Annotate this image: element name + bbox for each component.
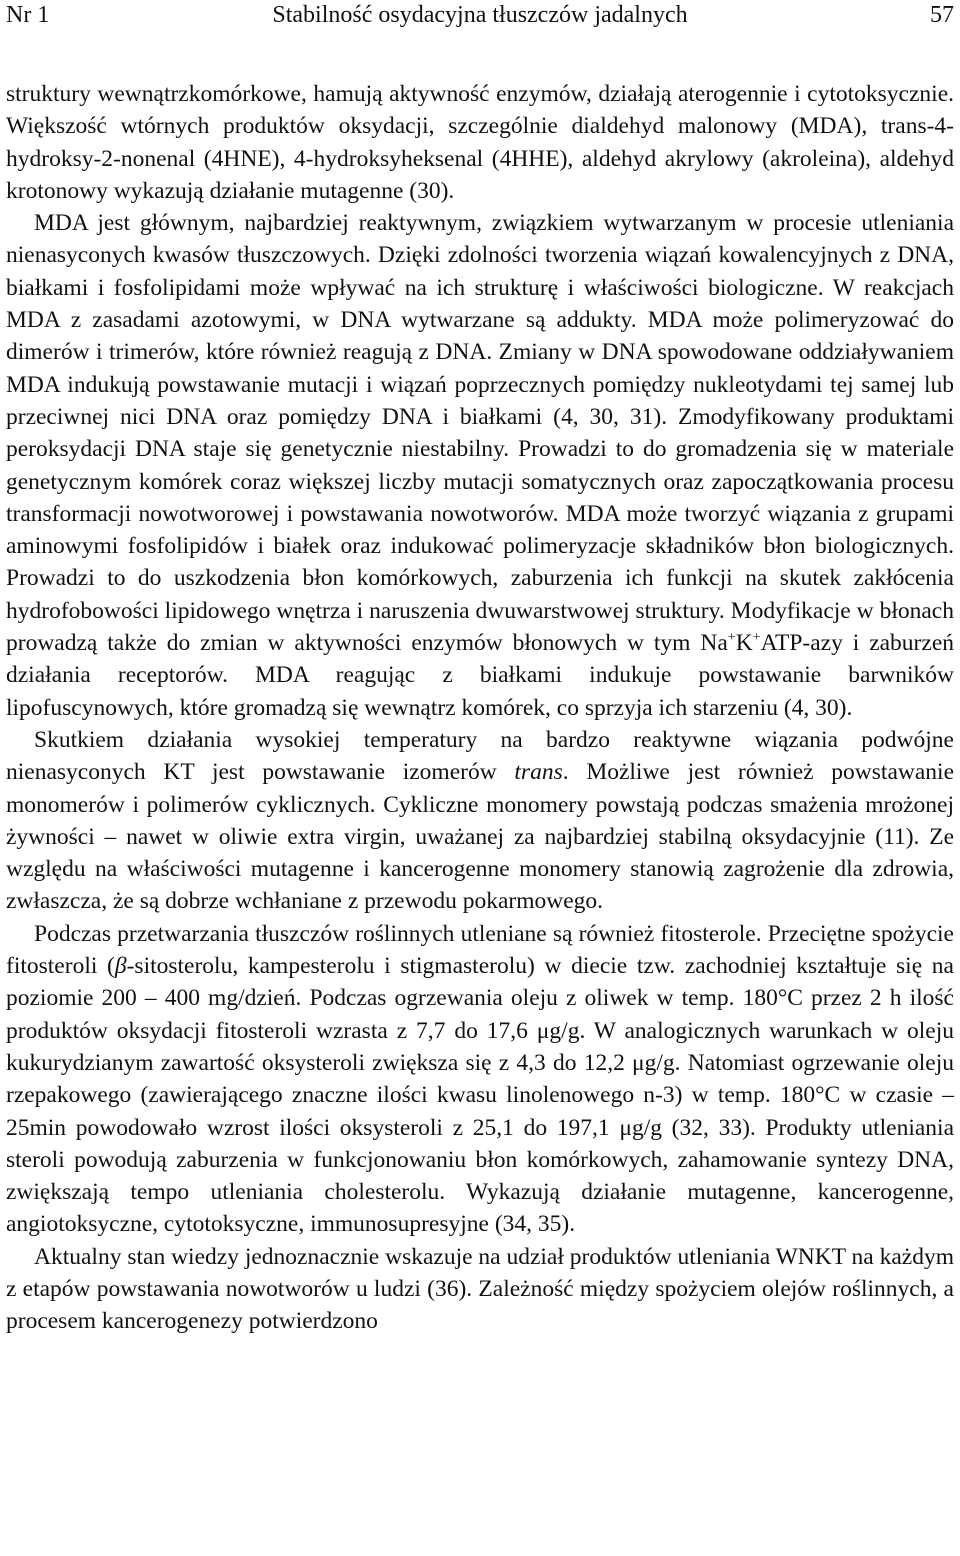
issue-number: Nr 1 [6, 2, 50, 28]
paragraph-2-sup-2: + [752, 630, 761, 646]
paragraph-3-italic: trans [514, 759, 563, 786]
paragraph-5: Aktualny stan wiedzy jednoznacznie wskazuje na udział produktów utleniania WNKT na każdym z etapów powstawania nowotworów u ludzi (36). Zależność między spożyciem olejów roślinnych, a procesem kancerogenezy potwierdzono [6, 1243, 954, 1335]
body-text [6, 78, 954, 1338]
paragraph-1: struktury wewnątrzkomórkowe, hamują aktywność enzymów, działają aterogennie i cytotoksycznie. Większość wtórnych produktów oksydacji, szczególnie dialdehyd malonowy (MDA), trans-4-hydroksy-2-nonenal (4HNE), 4-hydroksyheksenal (4HHE), aldehyd akrylowy (akroleina), aldehyd krotonowy wykazują działanie mutagenne (30). [6, 81, 954, 204]
paragraph-3-text-a: Skutkiem działania wysokiej temperatury na bardzo reaktywne wiązania podwójne nienasyconych KT jest powstawanie izomerów [6, 726, 954, 786]
paragraph-4-italic: β [114, 953, 127, 980]
paragraph-2-text-mid: K [735, 630, 753, 657]
running-header [6, 0, 954, 30]
paragraph-2-text-a: MDA jest głównym, najbardziej reaktywnym, związkiem wytwarzanym w procesie utleniania nienasyconych kwasów tłuszczowych. Dzięki zdolności tworzenia wiązań kowalencyjnych z DNA, białkami i fosfolipidami może wpływać na ich strukturę i właściwości biologiczne. W reakcjach MDA z zasadami azotowymi, w DNA wytwarzane są addukty. MDA może polimeryzować do dimerów i trimerów, które również reagują z DNA. Zmiany w DNA spowodowane oddziaływaniem MDA indukują powstawanie mutacji i wiązań poprzecznych pomiędzy nukleotydami tej samej lub przeciwnej nici DNA oraz pomiędzy DNA i białkami (4, 30, 31). Zmodyfikowany produktami peroksydacji DNA staje się genetycznie niestabilny. Prowadzi to do gromadzenia się w materiale genetycznym komórek coraz większej liczby mutacji somatycznych oraz zapoczątkowania procesu transformacji nowotworowej i powstawania nowotworów. MDA może tworzyć wiązania z grupami aminowymi fosfolipidów i białek oraz indukować polimeryzacje składników błon biologicznych. Prowadzi to do uszkodzenia błon komórkowych, zaburzenia ich funkcji na skutek zakłócenia hydrofobowości lipidowego wnętrza i naruszenia dwuwarstwowej struktury. Modyfikacje w błonach prowadzą także do zmian w aktywności enzymów błonowych w tym Na [6, 210, 954, 657]
paragraph-4 [6, 918, 954, 1241]
paragraph-2-sup-1: + [727, 630, 736, 646]
running-title: Stabilność osydacyjna tłuszczów jadalnych [272, 2, 688, 28]
paragraph-3-text-b: . Możliwe jest również powstawanie monomerów i polimerów cyklicznych. Cykliczne monomery powstają podczas smażenia mrożonej żywności – nawet w oliwie extra virgin, uważanej za najbardziej stabilną oksydacyjnie (11). Ze względu na właściwości mutagenne i kancerogenne monomery stanowią zagrożenie dla zdrowia, zwłaszcza, że są dobrze wchłaniane z przewodu pokarmowego. [6, 759, 954, 915]
paragraph-4-text-a: Podczas przetwarzania tłuszczów roślinnych utleniane są również fitosterole. Przeciętne spożycie fitosteroli ( [6, 920, 954, 980]
page-number: 57 [930, 2, 954, 28]
paragraph-2-text-b: ATP-azy i zaburzeń działania receptorów. MDA reagując z białkami indukuje powstawanie barwników lipofuscynowych, które gromadzą się wewnątrz komórek, co sprzyja ich starzeniu (4, 30). [6, 630, 954, 721]
paragraph-2 [6, 207, 954, 724]
paragraph-4-text-b: -sitosterolu, kampesterolu i stigmasterolu) w diecie tzw. zachodniej kształtuje się na poziomie 200 – 400 mg/dzień. Podczas ogrzewania oleju z oliwek w temp. 180°C przez 2 h ilość produktów oksydacji fitosteroli wzrasta z 7,7 do 17,6 μg/g. W analogicznych warunkach w oleju kukurydzianym zawartość oksysteroli zwiększa się z 4,3 do 12,2 μg/g. Natomiast ogrzewanie oleju rzepakowego (zawierającego znaczne ilości kwasu linolenowego n-3) w temp. 180°C w czasie – 25min powodowało wzrost ilości oksysteroli z 25,1 do 197,1 μg/g (32, 33). Produkty utleniania steroli powodują zaburzenia w funkcjonowaniu błon komórkowych, zahamowanie syntezy DNA, zwiększają tempo utleniania cholesterolu. Wykazują działanie mutagenne, kancerogenne, angiotoksyczne, cytotoksyczne, immunosupresyjne (34, 35). [6, 953, 954, 1238]
paragraph-3 [6, 724, 954, 918]
